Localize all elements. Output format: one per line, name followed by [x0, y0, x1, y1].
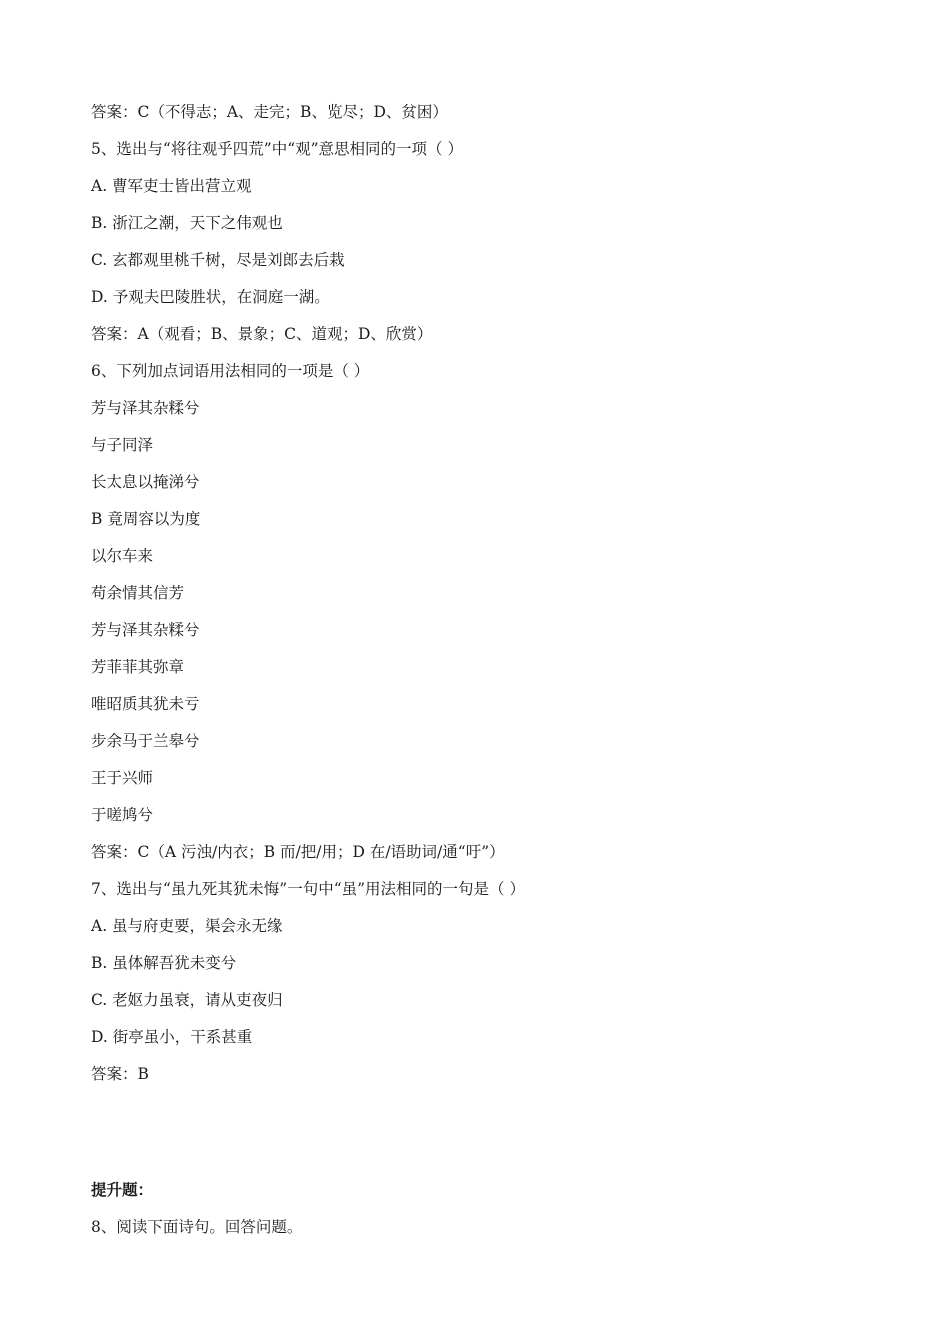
option-5b: B. 浙江之潮，天下之伟观也 — [91, 214, 283, 232]
question-5: 5、选出与“将往观乎四荒”中“观”意思相同的一项（ ） — [91, 140, 463, 158]
option-5c: C. 玄都观里桃千树，尽是刘郎去后栽 — [91, 251, 345, 269]
question-8: 8、阅读下面诗句。回答问题。 — [91, 1218, 303, 1236]
option-6-line: B 竟周容以为度 — [91, 510, 201, 528]
question-6: 6、下列加点词语用法相同的一项是（ ） — [91, 362, 370, 380]
option-7d: D. 街亭虽小，干系甚重 — [91, 1028, 253, 1046]
option-7b: B. 虽体解吾犹未变兮 — [91, 954, 237, 972]
option-6-line: 于嗟鸠兮 — [91, 806, 154, 824]
option-6-line: 苟余情其信芳 — [91, 584, 185, 602]
option-6-line: 唯昭质其犹未亏 — [91, 695, 200, 713]
option-6-line: 芳与泽其杂糅兮 — [91, 621, 200, 639]
option-5d: D. 予观夫巴陵胜状，在洞庭一湖。 — [91, 288, 330, 306]
option-6-line: 与子同泽 — [91, 436, 154, 454]
answer-6: 答案：C（A 污浊/内衣；B 而/把/用；D 在/语助词/通“吁”） — [91, 843, 505, 861]
question-7: 7、选出与“虽九死其犹未悔”一句中“虽”用法相同的一句是（ ） — [91, 880, 525, 898]
option-7a: A. 虽与府吏要，渠会永无缘 — [91, 917, 283, 935]
option-6-line: 步余马于兰皋兮 — [91, 732, 200, 750]
option-6-line: 王于兴师 — [91, 769, 154, 787]
option-6-line: 芳与泽其杂糅兮 — [91, 399, 200, 417]
option-6-line: 芳菲菲其弥章 — [91, 658, 185, 676]
option-5a: A. 曹军吏士皆出营立观 — [91, 177, 252, 195]
answer-4: 答案：C（不得志；A、走完；B、览尽；D、贫困） — [91, 103, 448, 121]
option-6-line: 长太息以掩涕兮 — [91, 473, 200, 491]
answer-7: 答案：B — [91, 1065, 149, 1083]
answer-5: 答案：A（观看；B、景象；C、道观；D、欣赏） — [91, 325, 433, 343]
option-6-line: 以尔车来 — [91, 547, 154, 565]
option-7c: C. 老妪力虽衰，请从吏夜归 — [91, 991, 283, 1009]
section-title: 提升题： — [91, 1180, 154, 1199]
